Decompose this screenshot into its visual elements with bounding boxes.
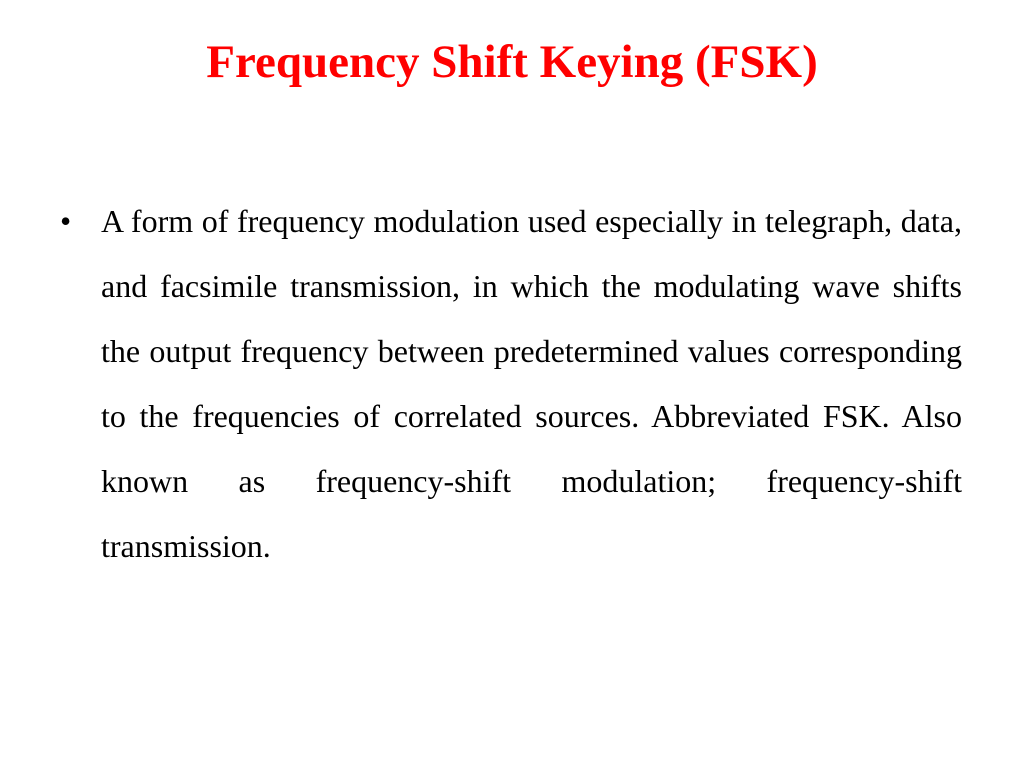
bullet-list bbox=[0, 189, 1024, 579]
bullet-item bbox=[0, 189, 1024, 579]
bullet-text: A form of frequency modulation used especially in telegraph, data, and facsimile transmission, in which the modulating wave shifts the output frequency between predetermined values corresponding to the frequencies of correlated sources. Abbreviated FSK. Also known as frequency-shift modulation; frequency-shift transmission. bbox=[101, 203, 962, 564]
slide-title: Frequency Shift Keying (FSK) bbox=[206, 36, 818, 88]
bullet-marker: • bbox=[60, 203, 72, 239]
